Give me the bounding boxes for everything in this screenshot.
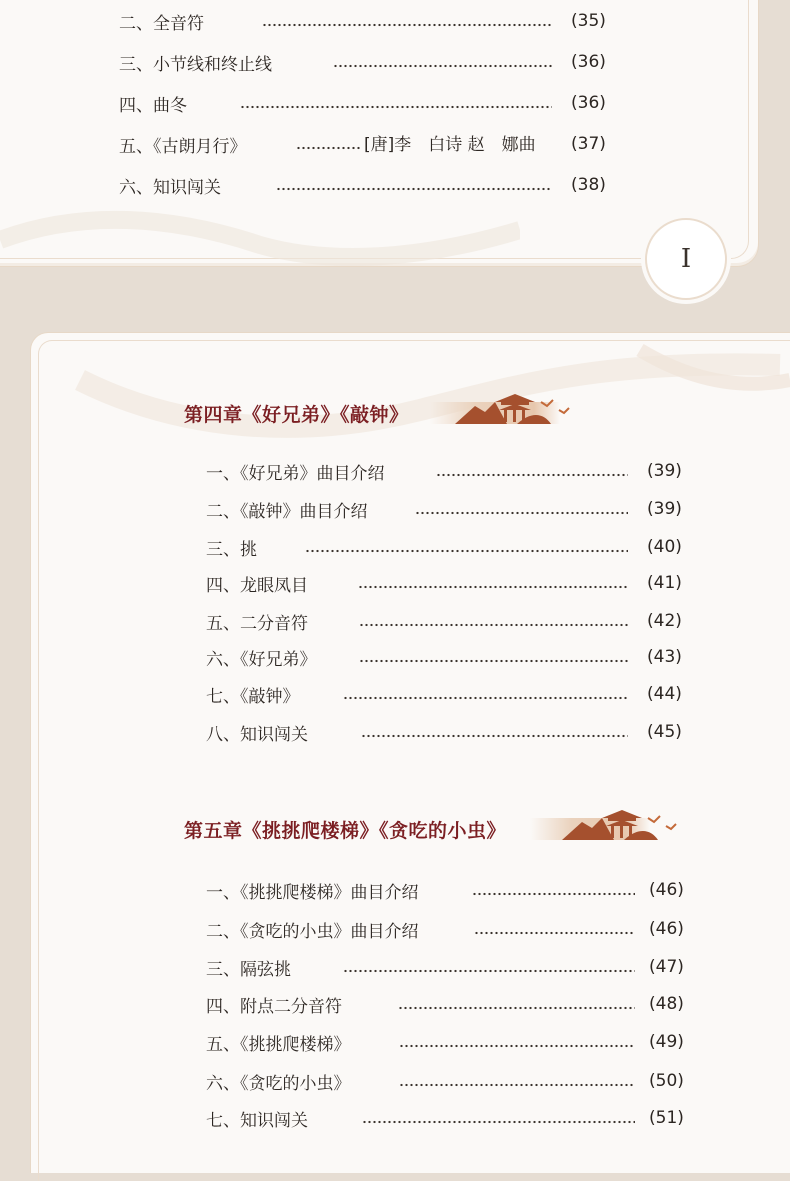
toc-entry-label: 三、小节线和终止线 <box>119 54 272 75</box>
dot-leader <box>399 1083 635 1087</box>
toc-entry-label: 三、隔弦挑 <box>206 959 291 980</box>
bird-icon <box>559 408 569 413</box>
toc-entry-credit: [唐]李 白诗 赵 娜曲 <box>364 134 536 155</box>
dot-leader <box>399 1044 635 1048</box>
dot-leader <box>262 23 552 27</box>
toc-entry-page: (39) <box>647 499 682 519</box>
dot-leader <box>415 511 628 515</box>
page-number: I <box>680 244 692 274</box>
toc-entry-page: (46) <box>649 880 684 900</box>
dot-leader <box>472 892 635 896</box>
dot-leader <box>436 473 628 477</box>
toc-entry-page: (45) <box>647 722 682 742</box>
dot-leader <box>358 585 628 589</box>
toc-entry-page: (39) <box>647 461 682 481</box>
toc-entry-page: (48) <box>649 994 684 1014</box>
toc-entry-label: 五、《古朗月行》 <box>119 136 247 157</box>
toc-entry-label: 一、《挑挑爬楼梯》曲目介绍 <box>206 882 419 903</box>
toc-entry-label: 八、知识闯关 <box>206 724 308 745</box>
pavilion-mountain-icon <box>455 390 575 426</box>
toc-entry-label: 二、《贪吃的小虫》曲目介绍 <box>206 921 419 942</box>
toc-entry-label: 六、《好兄弟》 <box>206 649 317 670</box>
dot-leader <box>361 734 628 738</box>
toc-entry-page: (35) <box>571 11 606 31</box>
toc-entry-label: 五、二分音符 <box>206 613 308 634</box>
dot-leader <box>398 1006 635 1010</box>
toc-entry-label: 三、挑 <box>206 539 257 560</box>
bird-icon <box>666 824 676 829</box>
pavilion-mountain-icon <box>562 806 682 842</box>
toc-entry-label: 一、《好兄弟》曲目介绍 <box>206 463 385 484</box>
toc-entry-page: (40) <box>647 537 682 557</box>
toc-entry-label: 四、龙眼凤目 <box>206 575 308 596</box>
toc-entry-page: (47) <box>649 957 684 977</box>
toc-entry-label: 四、附点二分音符 <box>206 996 342 1017</box>
toc-entry-label: 六、知识闯关 <box>119 177 221 198</box>
toc-entry-page: (44) <box>647 684 682 704</box>
bird-icon <box>541 400 553 406</box>
dot-leader <box>333 64 552 68</box>
dot-leader <box>343 969 635 973</box>
toc-entry-label: 六、《贪吃的小虫》 <box>206 1073 351 1094</box>
chapter-title: 第五章《挑挑爬楼梯》《贪吃的小虫》 <box>184 820 507 842</box>
toc-entry-label: 七、知识闯关 <box>206 1110 308 1131</box>
chapter-title: 第四章《好兄弟》《敲钟》 <box>184 404 409 426</box>
toc-entry-page: (51) <box>649 1108 684 1128</box>
toc-entry-page: (49) <box>649 1032 684 1052</box>
dot-leader <box>343 696 628 700</box>
toc-entry-page: (37) <box>571 134 606 154</box>
dot-leader <box>240 105 552 109</box>
toc-entry-label: 二、全音符 <box>119 13 204 34</box>
toc-entry-page: (38) <box>571 175 606 195</box>
toc-entry-page: (36) <box>571 52 606 72</box>
dot-leader <box>296 146 360 150</box>
dot-leader <box>305 549 628 553</box>
page-number-badge <box>645 218 727 300</box>
toc-entry-page: (41) <box>647 573 682 593</box>
dot-leader <box>359 659 628 663</box>
dot-leader <box>362 1120 635 1124</box>
toc-entry-page: (42) <box>647 611 682 631</box>
toc-entry-page: (50) <box>649 1071 684 1091</box>
dot-leader <box>359 623 628 627</box>
dot-leader <box>474 931 635 935</box>
dot-leader <box>276 187 552 191</box>
toc-entry-label: 七、《敲钟》 <box>206 686 300 707</box>
toc-entry-label: 二、《敲钟》曲目介绍 <box>206 501 368 522</box>
bird-icon <box>648 816 660 822</box>
toc-entry-page: (36) <box>571 93 606 113</box>
toc-entry-page: (46) <box>649 919 684 939</box>
toc-entry-label: 五、《挑挑爬楼梯》 <box>206 1034 351 1055</box>
toc-entry-label: 四、曲冬 <box>119 95 187 116</box>
toc-entry-page: (43) <box>647 647 682 667</box>
